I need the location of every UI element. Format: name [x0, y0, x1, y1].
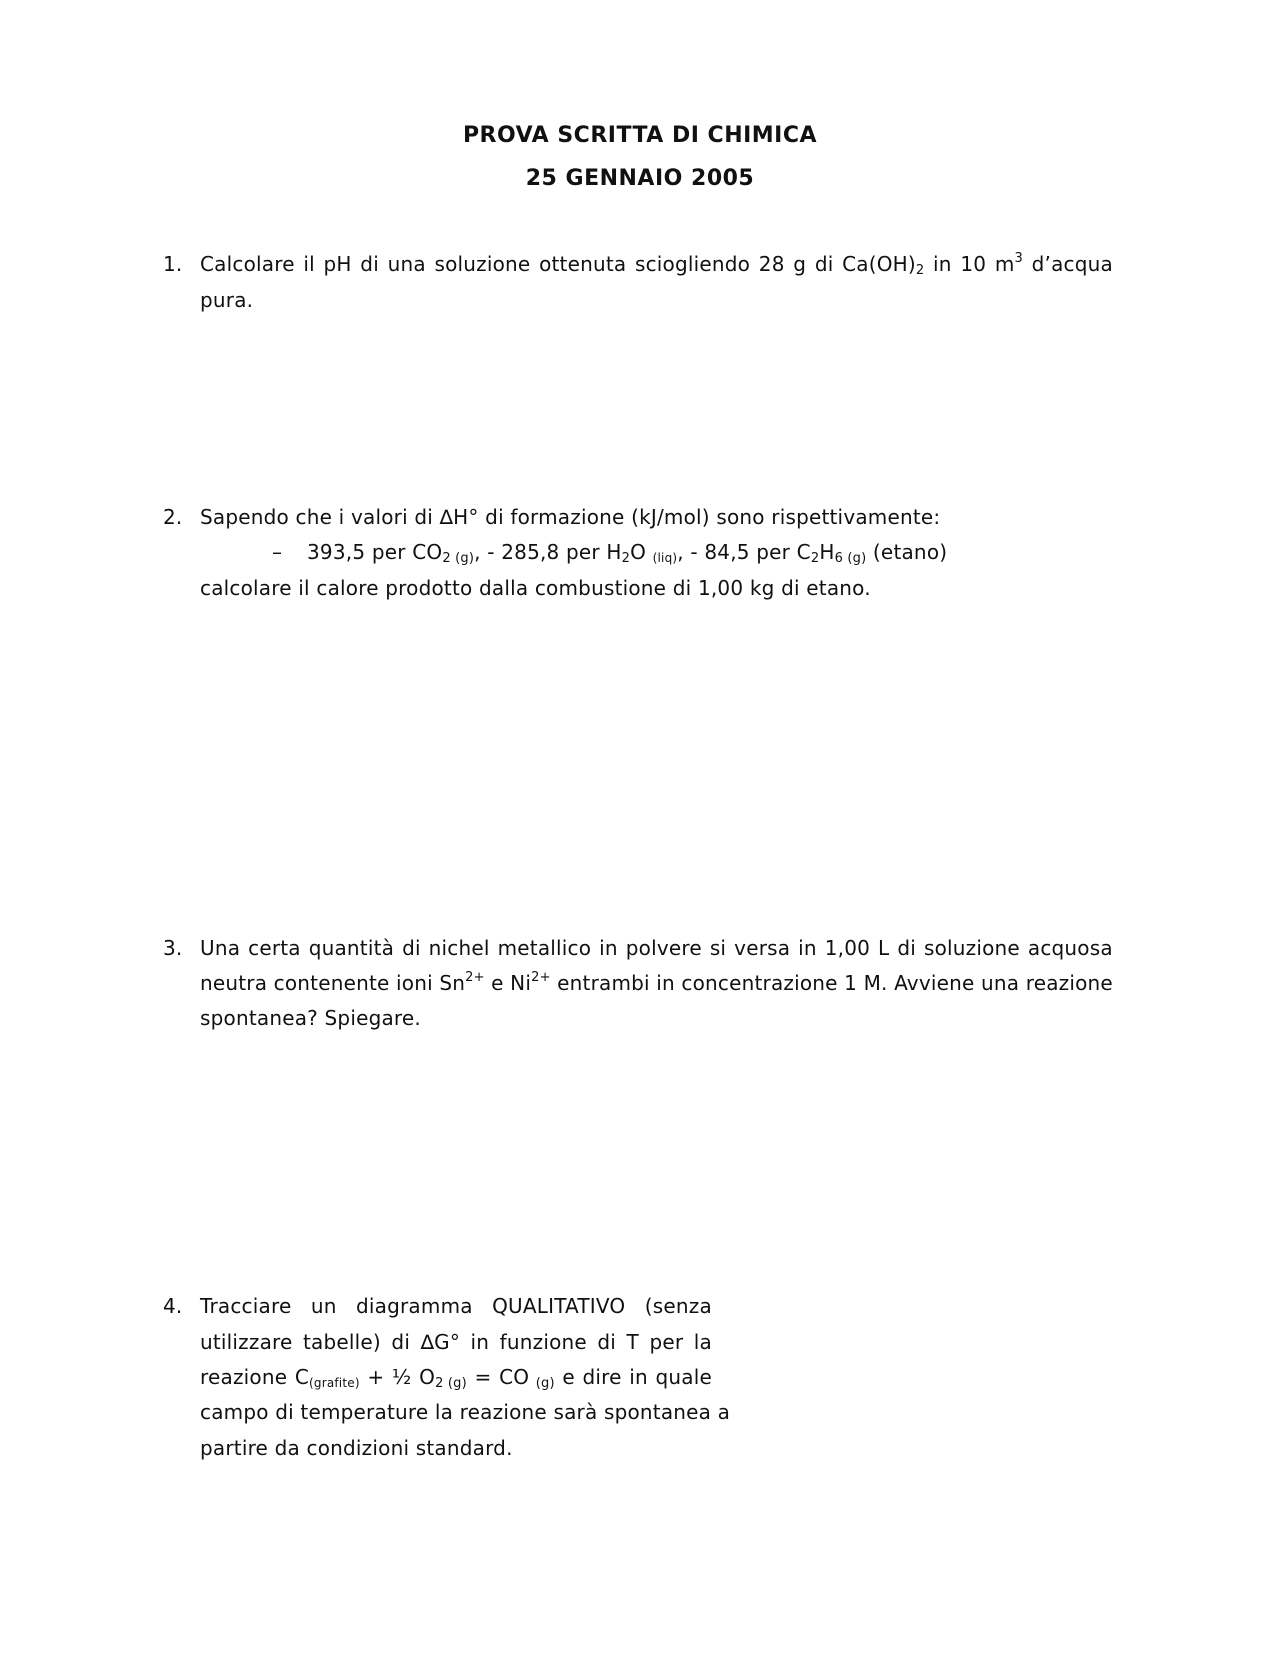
word: in: [599, 936, 618, 960]
word: entrambi: [557, 971, 650, 995]
word: versa: [734, 936, 791, 960]
question-number: 4.: [163, 1294, 183, 1318]
word: tabelle): [303, 1330, 381, 1354]
word: +: [367, 1365, 385, 1389]
question-text-line: [200, 971, 1113, 995]
word: ½: [391, 1365, 412, 1389]
question-text-line: pura.: [200, 288, 254, 312]
word: polvere: [625, 936, 702, 960]
word: sciogliendo: [634, 252, 751, 276]
word: di: [391, 1330, 411, 1354]
word: concentrazione: [681, 971, 838, 995]
word: 1,00: [824, 936, 871, 960]
word: T: [626, 1330, 639, 1354]
word: per: [649, 1330, 684, 1354]
chemical-formula: CO $_{(g)}$: [499, 1365, 555, 1391]
question-number: 2.: [163, 505, 183, 529]
chemical-formula: $C_{(grafite)}$: [294, 1365, 360, 1390]
question-text-line: Sapendo che i valori di ∆H° di formazione (kJ/mol) sono rispettivamente:: [200, 505, 941, 529]
word: di: [360, 252, 379, 276]
word: L: [878, 936, 890, 960]
word: neutra: [200, 971, 268, 995]
word: utilizzare: [200, 1330, 293, 1354]
word: ∆G°: [420, 1330, 461, 1354]
word: 28: [758, 252, 785, 276]
word: in: [798, 936, 817, 960]
word: soluzione: [923, 936, 1020, 960]
question-number: 3.: [163, 936, 183, 960]
word: ioni: [396, 971, 433, 995]
chemical-formula: $O_{2 (g)}$: [419, 1365, 467, 1391]
word: funzione: [499, 1330, 587, 1354]
word: di: [402, 936, 421, 960]
word: di: [897, 936, 916, 960]
word: si: [709, 936, 727, 960]
word: dire: [582, 1365, 622, 1389]
word: la: [693, 1330, 712, 1354]
word: quantità: [308, 936, 395, 960]
question-text-line: spontanea? Spiegare.: [200, 1006, 421, 1030]
question-text-line: [200, 252, 1113, 276]
word: e: [562, 1365, 575, 1389]
word: metallico: [497, 936, 592, 960]
word: un: [310, 1294, 337, 1318]
word: acquosa: [1027, 936, 1113, 960]
word: g: [793, 252, 807, 276]
word: in: [629, 1365, 648, 1389]
ion: $Ni^{2+}$: [510, 970, 551, 995]
word: e: [491, 971, 504, 995]
word: soluzione: [434, 252, 531, 276]
question-text-line: campo di temperature la reazione sarà spontanea a: [200, 1400, 731, 1424]
word: Tracciare: [200, 1294, 292, 1318]
word: reazione: [1025, 971, 1113, 995]
question-text-line: [200, 1330, 712, 1354]
enthalpy-values-line: 393,5 per $CO_{2 (g)}$, - 285,8 per $H_2O$ $_{(liq)}$, - 84,5 per $C_2H_{6 (g)}$ (etano): [307, 540, 948, 566]
word: una: [387, 252, 426, 276]
word: in: [470, 1330, 490, 1354]
word: M.: [863, 971, 888, 995]
word: quale: [655, 1365, 712, 1389]
chemical-formula: $Ca(OH)_2$: [842, 252, 925, 278]
exam-title: PROVA SCRITTA DI CHIMICA: [462, 123, 818, 148]
word: il: [303, 252, 315, 276]
question-text-line: [200, 1294, 712, 1318]
question-text-line: partire da condizioni standard.: [200, 1436, 513, 1460]
exam-date: 25 GENNAIO 2005: [525, 166, 755, 191]
word: nichel: [428, 936, 490, 960]
word: =: [474, 1365, 492, 1389]
word: 1: [844, 971, 858, 995]
word: QUALITATIVO: [492, 1294, 626, 1318]
question-text-line: [200, 936, 1113, 960]
word: d’acqua: [1031, 252, 1113, 276]
question-text-line: calcolare il calore prodotto dalla combustione di 1,00 kg di etano.: [200, 576, 871, 600]
word: di: [597, 1330, 617, 1354]
word: 10: [960, 252, 987, 276]
word: diagramma: [356, 1294, 473, 1318]
word: Una: [200, 936, 241, 960]
word: Calcolare: [200, 252, 295, 276]
word: una: [981, 971, 1020, 995]
word: ottenuta: [539, 252, 627, 276]
word: (senza: [644, 1294, 712, 1318]
question-number: 1.: [163, 252, 183, 276]
word: Avviene: [894, 971, 975, 995]
word: in: [933, 252, 952, 276]
question-text-line: [200, 1365, 712, 1389]
unit: $m^3$: [994, 251, 1023, 276]
word: pH: [323, 252, 352, 276]
word: certa: [248, 936, 301, 960]
word: in: [656, 971, 675, 995]
list-dash: –: [272, 540, 283, 564]
word: di: [814, 252, 834, 276]
word: contenente: [273, 971, 390, 995]
word: reazione: [200, 1365, 288, 1389]
ion: $Sn^{2+}$: [439, 970, 485, 995]
